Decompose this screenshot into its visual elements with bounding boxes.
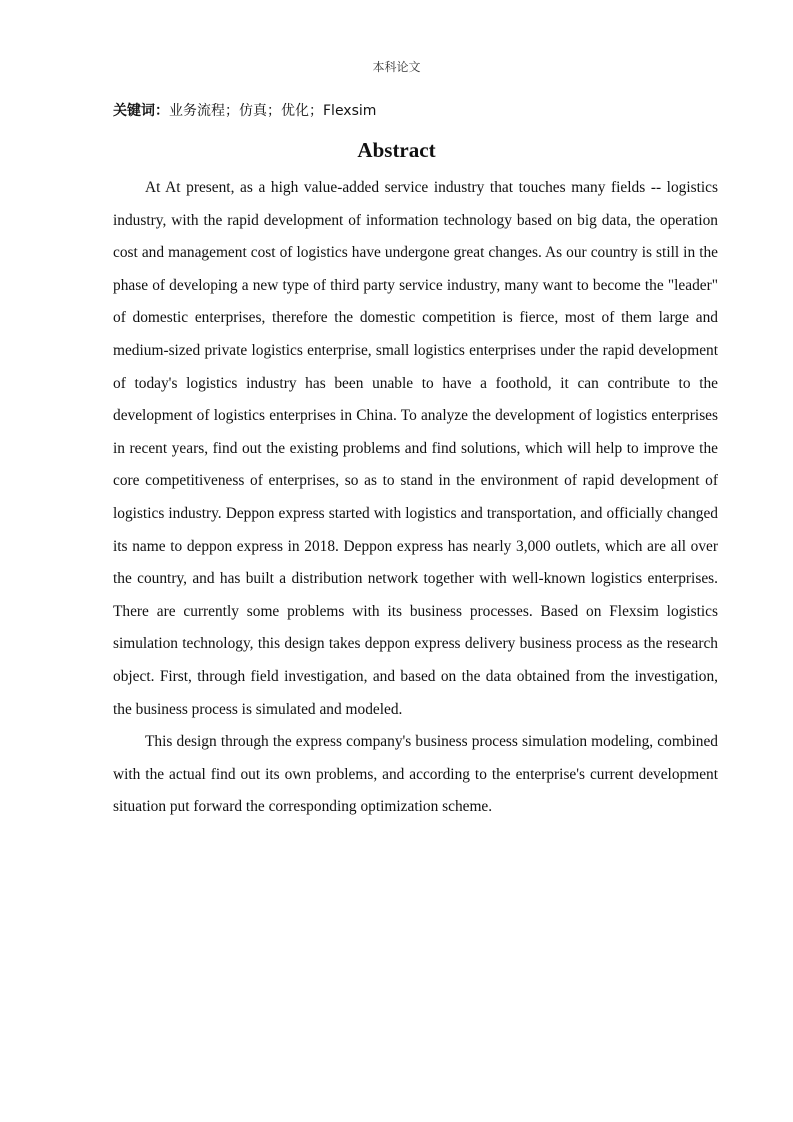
keywords-label: 关键词： bbox=[113, 103, 169, 119]
abstract-body bbox=[113, 172, 718, 824]
abstract-title: Abstract bbox=[357, 138, 436, 162]
abstract-paragraph: This design through the express company's business process simulation modeling, combined with the actual find out its own problems, and according to the enterprise's current development situation put forward the corresponding optimization scheme. bbox=[113, 733, 718, 816]
running-header bbox=[0, 58, 793, 75]
running-title: 本科论文 bbox=[372, 60, 421, 74]
keywords-line bbox=[113, 101, 718, 121]
abstract-paragraph: At At present, as a high value-added service industry that touches many fields -- logistics industry, with the rapid development of information technology based on big data, the operation cost and management cost of logistics have undergone great changes. As our country is still in the phase of developing a new type of third party service industry, many want to become the "leader" of domestic enterprises, therefore the domestic competition is fierce, most of them large and medium-sized private logistics enterprise, small logistics enterprises under the rapid development of today's logistics industry has been unable to have a foothold, it can contribute to the development of logistics enterprises in China. To analyze the development of logistics enterprises in recent years, find out the existing problems and find solutions, which will help to improve the core competitiveness of enterprises, so as to stand in the environment of rapid development of logistics industry. Deppon express started with logistics and transportation, and officially changed its name to deppon express in 2018. Deppon express has nearly 3,000 outlets, which are all over the country, and has built a distribution network together with well-known logistics enterprises. There are currently some problems with its business processes. Based on Flexsim logistics simulation technology, this design takes deppon express delivery business process as the research object. First, through field investigation, and based on the data obtained from the investigation, the business process is simulated and modeled. bbox=[113, 179, 718, 718]
keywords-value: 业务流程；仿真；优化；Flexsim bbox=[169, 103, 377, 119]
